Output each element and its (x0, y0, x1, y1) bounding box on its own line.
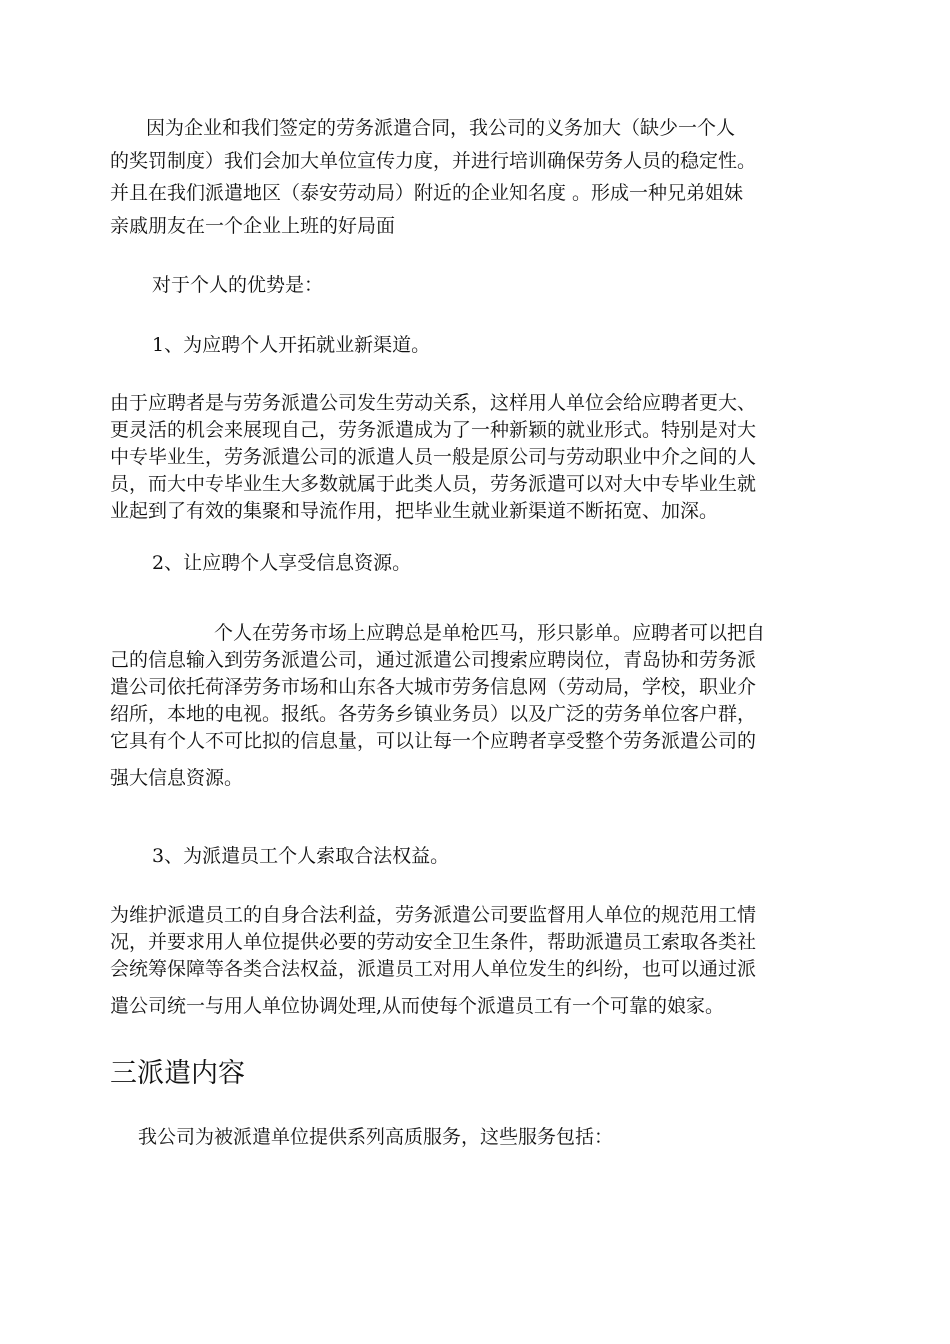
paragraph-legal-rights (110, 902, 845, 1020)
text-line: 中专毕业生，劳务派遣公司的派遣人员一般是原公司与劳动职业中介之间的人 (110, 446, 757, 468)
list-item-heading-1: 1、为应聘个人开拓就业新渠道。 (152, 334, 431, 356)
text-line: 会统筹保障等各类合法权益，派遣员工对用人单位发生的纠纷，也可以通过派 (110, 958, 757, 980)
text-line: 个人在劳务市场上应聘总是单枪匹马，形只影单。应聘者可以把自 (214, 622, 766, 644)
paragraph-info-resources (110, 620, 845, 792)
paragraph-obligation (110, 112, 845, 242)
text-line: 况，并要求用人单位提供必要的劳动安全卫生条件，帮助派遣员工索取各类社 (110, 931, 757, 953)
paragraph-new-channel (110, 390, 845, 525)
list-item-heading-2: 2、让应聘个人享受信息资源。 (152, 552, 412, 574)
text-line: 并且在我们派遣地区（泰安劳动局）附近的企业知名度 。形成一种兄弟姐妹 (110, 182, 744, 204)
section-heading: 三派遣内容 (110, 1058, 245, 1089)
paragraph-services-intro: 我公司为被派遣单位提供系列高质服务，这些服务包括： (138, 1126, 614, 1148)
text-line: 它具有个人不可比拟的信息量，可以让每一个应聘者享受整个劳务派遣公司的 (110, 730, 757, 752)
list-item-heading-3: 3、为派遣员工个人索取合法权益。 (152, 845, 450, 867)
text-line: 更灵活的机会来展现自己，劳务派遣成为了一种新颖的就业形式。特别是对大 (110, 419, 757, 441)
paragraph-personal-advantages-intro: 对于个人的优势是： (152, 274, 324, 296)
text-line: 因为企业和我们签定的劳务派遣合同，我公司的义务加大（缺少一个人 (146, 117, 736, 139)
text-line: 的奖罚制度）我们会加大单位宣传力度，并进行培训确保劳务人员的稳定性。 (110, 149, 757, 172)
text-line: 业起到了有效的集聚和导流作用，把毕业生就业新渠道不断拓宽、加深。 (110, 500, 719, 522)
text-line: 亲戚朋友在一个企业上班的好局面 (110, 214, 396, 237)
text-line: 强大信息资源。 (110, 767, 244, 789)
text-line: 为维护派遣员工的自身合法利益，劳务派遣公司要监督用人单位的规范用工情 (110, 904, 757, 926)
text-line: 绍所，本地的电视。报纸。各劳务乡镇业务员）以及广泛的劳务单位客户群， (110, 703, 757, 725)
text-line: 遣公司统一与用人单位协调处理,从而使每个派遣员工有一个可靠的娘家。 (110, 995, 725, 1017)
text-line: 员，而大中专毕业生大多数就属于此类人员，劳务派遣可以对大中专毕业生就 (110, 473, 757, 495)
text-line: 遣公司依托荷泽劳务市场和山东各大城市劳务信息网（劳动局，学校，职业介 (110, 676, 757, 698)
text-line: 由于应聘者是与劳务派遣公司发生劳动关系，这样用人单位会给应聘者更大、 (110, 392, 757, 414)
text-line: 己的信息输入到劳务派遣公司，通过派遣公司搜索应聘岗位，青岛协和劳务派 (110, 649, 757, 671)
